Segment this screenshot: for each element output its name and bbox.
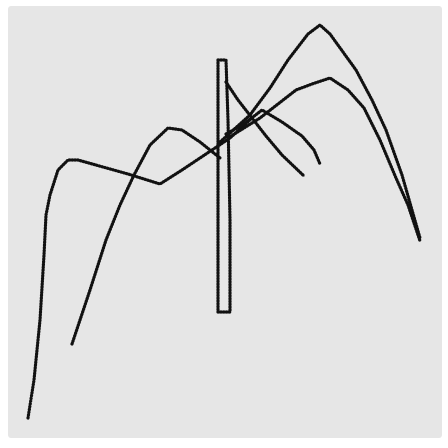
stroke-right-second bbox=[228, 78, 420, 241]
stroke-vertical-bar bbox=[218, 60, 230, 312]
stroke-right-peak-underlay bbox=[220, 25, 420, 238]
stroke-right-peak bbox=[220, 25, 420, 238]
stroke-center-diagonal-2 bbox=[226, 110, 320, 164]
stroke-right-second-underlay bbox=[228, 78, 420, 241]
